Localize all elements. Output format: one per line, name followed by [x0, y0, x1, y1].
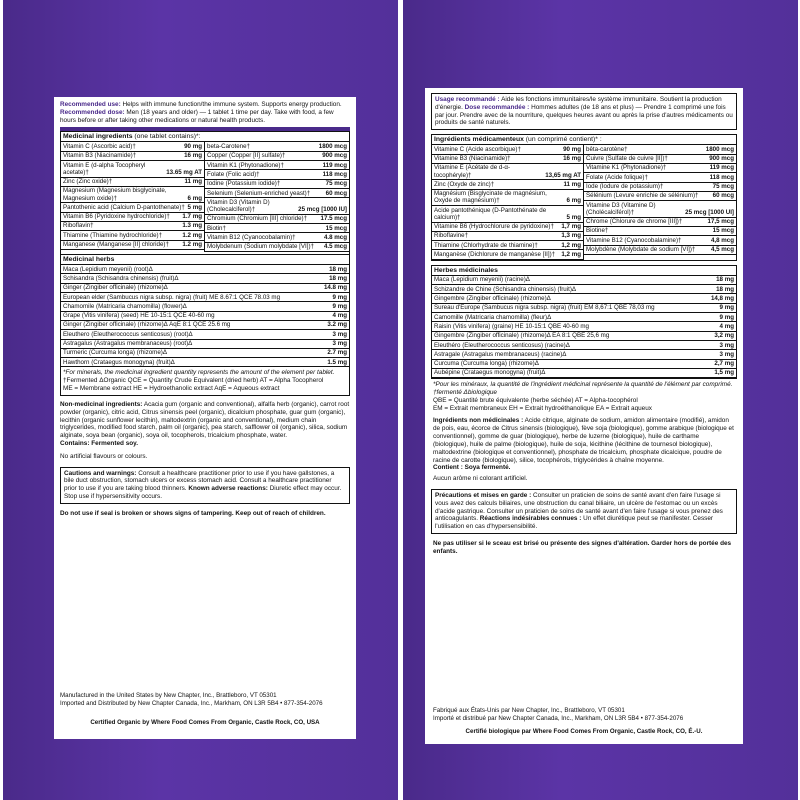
ingredient-row-amount: 1.2 mg [182, 241, 202, 249]
ingredient-row [205, 189, 349, 198]
ingredient-row-name: Chrome (Chlorure de chrome [III])† [586, 218, 683, 226]
ingredient-row-amount: 118 mcg [322, 170, 347, 178]
ingredient-row [61, 213, 204, 222]
recommended-dose-text-fr: Hommes adultes (de 18 ans et plus) — Prendre 1 comprimé une fois par jour. Prendre avec de la nourriture, quelques heures avant ou après la prise d'autres médicaments ou produits de santé naturels. [435, 103, 733, 127]
herb-row-amount: 4 mg [719, 322, 734, 330]
ingredient-row [61, 142, 204, 151]
cautions-label-fr: Précautions et mises en garde : [435, 491, 532, 499]
ingredient-row-name: Vitamin B12 (Cyanocobalamin)† [207, 233, 296, 241]
ingredient-row-name: Riboflavine† [434, 232, 469, 240]
herb-row [432, 341, 736, 350]
ingredient-row [584, 192, 736, 201]
ingredient-row-amount: 900 mcg [322, 152, 347, 160]
ingredient-row-amount: 13,65 mg AT [545, 171, 581, 179]
ingredient-row-amount: 75 mcg [712, 183, 734, 191]
herb-row [61, 312, 349, 321]
herbs-list [61, 265, 349, 367]
recommended-section-fr [431, 93, 737, 130]
herbs-title-fr: Herbes médicinales [432, 266, 736, 276]
herb-row-name: Astragalus (Astragalus membranaceus) (root)Δ [63, 340, 193, 348]
french-label [425, 88, 743, 744]
herb-row [432, 369, 736, 378]
ingredient-row [584, 155, 736, 164]
recommended-use-label: Recommended use: [60, 101, 121, 108]
ingredient-row [584, 173, 736, 182]
ingredient-row-amount: 118 mcg [709, 173, 734, 181]
herb-row-amount: 3 mg [332, 340, 347, 348]
non-med-text: Acacia gum (organic and conventional), alfalfa herb (organic), carrot root powder (organic), citric acid, Citrus sinensis peel (organic), dicalcium phosphate, guar gum (organic), lecithin (organic sunflower lecithin), maltodextrin (organic and conventional), medium chain triglycerides, modified food starch, palm oil (organic), pea starch, safflower oil (organic), silica, sodium alginate, soya bean (organic), soya oil, tocopherols, tricalcium phosphate, water. [60, 400, 350, 440]
ingredient-row-amount: 13.65 mg AT [166, 168, 202, 176]
contains-text: Contains: Fermented soy. [60, 439, 139, 447]
ingredient-row-name: Vitamine B12 (Cyanocobalamine)† [586, 236, 682, 244]
manufactured-line-fr: Fabriqué aux États-Unis par New Chapter, Inc., Brattleboro, VT 05301 [433, 706, 625, 714]
herb-row-amount: 3 mg [719, 341, 734, 349]
recommended-use-label-fr: Usage recommandé : [435, 96, 500, 103]
ingredient-row [432, 155, 583, 164]
herb-row-name: Turmeric (Curcuma longa) (rhizome)Δ [63, 349, 167, 357]
non-med-label: Non-medicinal ingredients: [60, 400, 143, 408]
ingredient-row-amount: 25 mcg [1000 UI] [685, 208, 734, 216]
ingredient-row [205, 224, 349, 233]
cautions-text: Consult a healthcare practitioner prior to use if you have gallstones, a bile duct obstruction, stomach ulcers or excess stomach acid. Consult a healthcare practitioner prior to use if you are taking blood thinners. [64, 469, 335, 493]
ingredient-row [205, 215, 349, 224]
herb-row-name: Gingembre (Zingiber officinale) (rhizome)Δ [434, 294, 551, 302]
ingredient-row-amount: 16 mg [184, 152, 202, 160]
ingredient-row [432, 145, 583, 154]
herb-row-name: Grape (Vitis vinifera) (seed) HE 10-15:1 QCE 40-60 mg [63, 312, 215, 320]
ingredient-row-name: Iode (Iodure de potassium)† [586, 183, 664, 191]
herb-row-name: Astragale (Astragalus membranaceus) (racine)Δ [434, 350, 567, 358]
herb-row [61, 330, 349, 339]
ingredient-row-name: Vitamin C (Ascorbic acid)† [63, 143, 136, 151]
ingredient-row-name: Magnesium (Magnesium bisglycinate, Magnesium oxide)† [63, 187, 167, 202]
herb-row [61, 321, 349, 330]
herb-row [432, 332, 736, 341]
ingredient-row-name: Molybdenum (Sodium molybdate [VI])† [207, 243, 314, 251]
ingredient-row-amount: 4,8 mcg [710, 236, 734, 244]
ingredient-row [61, 241, 204, 250]
ingredient-row-name: Vitamine C (Acide ascorbique)† [434, 145, 521, 153]
recommended-section [54, 97, 356, 124]
ingredient-row-name: Thiamine (Thiamine hydrochloride)† [63, 231, 163, 239]
ingredient-row-name: Riboflavin† [63, 222, 94, 230]
ingredient-row [432, 232, 583, 241]
ingredient-row-amount: 11 mg [184, 178, 202, 186]
ingredient-row [61, 187, 204, 203]
ingredient-row-amount: 16 mg [563, 155, 581, 163]
ingredient-row-amount: 4.5 mcg [323, 243, 347, 251]
certified-line-fr: Certifié biologique par Where Food Comes From Organic, Castle Rock, CO, É.-U. [465, 727, 703, 735]
ingredient-row-name: Chromium (Chromium [III] chloride)† [207, 215, 308, 223]
herb-row-name: European elder (Sambucus nigra subsp. nigra) (fruit) ME 8.67:1 QCE 78.03 mg [63, 293, 281, 301]
ingredient-row [61, 152, 204, 161]
ingredient-row [584, 145, 736, 154]
herb-row-name: Ginger (Zingiber officinale) (rhizome)Δ [63, 284, 168, 292]
ingredient-row [61, 161, 204, 177]
ingredient-row-name: Biotine† [586, 227, 609, 235]
herb-row-amount: 2.7 mg [327, 349, 347, 357]
herb-row-name: Eleuthéro (Eleutherococcus senticosus) (racine)Δ [434, 341, 570, 349]
herb-row-name: Schisandra (Schisandra chinensis) (fruit)Δ [63, 274, 179, 282]
do-not-use-warning: Do not use if seal is broken or shows signs of tampering. Keep out of reach of children. [60, 509, 326, 517]
ingredient-row-name: Pantothenic acid (Calcium D-pantothenate)† [63, 203, 185, 211]
ingredient-column-1-fr [432, 145, 584, 260]
herb-row [61, 265, 349, 274]
herb-row-name: Maca (Lepidium meyenii) (root)Δ [63, 265, 153, 273]
ingredient-row-amount: 75 mcg [325, 180, 347, 188]
ingredient-row-amount: 1800 mcg [705, 145, 734, 153]
ingredient-row [205, 152, 349, 161]
ingredient-row [61, 222, 204, 231]
non-medicinal-section [54, 396, 356, 461]
imported-line: Imported and Distributed by New Chapter Canada, Inc., Markham, ON L3R 5B4 • 877-354-2076 [60, 700, 323, 708]
footnotes-fr [425, 379, 743, 414]
herb-row [61, 293, 349, 302]
ingredient-row [205, 180, 349, 189]
non-medicinal-section-fr [425, 414, 743, 483]
herb-row [432, 350, 736, 359]
ingredient-grid [61, 141, 349, 252]
ingredient-row [205, 161, 349, 170]
ingredient-row [584, 236, 736, 245]
ingredient-row [61, 231, 204, 240]
adverse-label-fr: Réactions indésirables connues : [479, 515, 582, 523]
ingredient-row [61, 203, 204, 212]
herb-row-name: Hawthorn (Crataegus monogyna) (fruit)Δ [63, 358, 175, 366]
med-ing-title-fr: Ingrédients médicamenteux (un comprimé contient)* : [434, 136, 602, 144]
herb-row-name: Camomille (Matricaria chamomilla) (fleur)Δ [434, 313, 552, 321]
herb-row [432, 313, 736, 322]
herb-row-name: Ginger (Zingiber officinale) (rhizome)Δ AqE 8:1 QCE 25.6 mg [63, 321, 231, 329]
ingredient-row [584, 183, 736, 192]
ingredient-row-amount: 6 mg [566, 197, 581, 205]
ingredient-row-name: Manganèse (Dichlorure de manganèse [II])† [434, 251, 556, 259]
ingredient-row [432, 223, 583, 232]
ingredient-row-amount: 60 mcg [712, 192, 734, 200]
herb-row-amount: 9 mg [719, 304, 734, 312]
ingredient-row-name: Vitamine B3 (Niacinamide)† [434, 155, 511, 163]
ingredient-row-amount: 11 mg [563, 180, 581, 188]
ingredient-row [432, 206, 583, 222]
herb-row-name: Sureau d'Europe (Sambucus nigra subsp. nigra) (fruit) EM 8,67:1 QBE 78,03 mg [434, 304, 655, 312]
imported-line-fr: Importé et distribué par New Chapter Canada, Inc., Markham, ON L3R 5B4 • 877-354-2076 [433, 715, 684, 723]
ingredient-row-name: Vitamine E (Acétate de d-α-tocophéryle)† [434, 164, 511, 179]
herb-row-amount: 3 mg [719, 350, 734, 358]
ingredient-row-name: Copper (Copper [II] sulfate)† [207, 152, 286, 160]
herb-row [432, 285, 736, 294]
ingredient-row-amount: 1.3 mg [182, 222, 202, 230]
ingredient-row-name: Vitamin E (d-alpha Tocopheryl acetate)† [63, 161, 146, 176]
non-med-label-fr: Ingrédients non médicinales : [433, 417, 524, 425]
contains-text-fr: Contient : Soya fermenté. [433, 464, 511, 472]
ingredient-row-amount: 1,7 mg [561, 223, 581, 231]
med-ing-title: Medicinal ingredients (one tablet contains)*: [63, 133, 201, 141]
herb-row [432, 360, 736, 369]
ingredient-row [205, 233, 349, 242]
herb-row-amount: 2,7 mg [714, 360, 734, 368]
do-not-use-warning-fr: Ne pas utiliser si le sceau est brisé ou présente des signes d'altération. Garder hors de portée des enfants. [433, 540, 732, 555]
recommended-use-text-fr: Aide les fonctions immunitaires/le système immunitaire. Soutient la production d'énergie. [435, 96, 722, 111]
ingredient-row-name: Acide pantothénique (D-Pantothénate de calcium)† [434, 206, 547, 221]
herb-row-name: Chamomile (Matricaria chamomilla) (flower)Δ [63, 302, 187, 310]
ingredient-row-amount: 1,2 mg [561, 241, 581, 249]
cautions-box-fr [431, 489, 737, 534]
ingredient-row [61, 178, 204, 187]
ingredient-grid-fr [432, 144, 736, 260]
ingredient-row-amount: 119 mcg [322, 161, 347, 169]
adverse-text-fr: Un effet diurétique peut se manifester. Cesser l'utilisation en cas d'hypersensibilité. [435, 515, 714, 531]
footnote-2: †Fermented ΔOrganic QCE = Quantity Crude Equivalent (dried herb) AT = Alpha Tocopherol [63, 377, 324, 385]
footnote-1-fr: *Pour les minéraux, la quantité de l'ingrédient médicinal représente la quantité de l'élément par comprimé. †fermenté Δbiologique [433, 381, 733, 396]
ingredient-column-1 [61, 142, 205, 252]
ingredient-row-amount: 17,5 mcg [707, 218, 734, 226]
ingredient-row-amount: 17.5 mcg [320, 215, 347, 223]
footnote-3-fr: EM = Extrait membraneux EH = Extrait hydroéthanolique EA = Extrait aqueux [433, 404, 652, 412]
ingredient-row-amount: 4,5 mcg [710, 246, 734, 254]
ingredient-row [432, 250, 583, 259]
ingredient-row [205, 142, 349, 151]
ingredient-row-name: Vitamin K1 (Phytonadione)† [207, 161, 284, 169]
no-artificial-text-fr: Aucun arôme ni colorant artificiel. [433, 475, 528, 483]
herb-row-amount: 4 mg [332, 312, 347, 320]
herb-row-amount: 9 mg [719, 313, 734, 321]
ingredient-row-amount: 119 mcg [709, 164, 734, 172]
ingredient-row [584, 164, 736, 173]
footnote-2-fr: QBE = Quantité brute équivalente (herbe séchée) AT = Alpha-tocophérol [433, 396, 638, 404]
ingredient-row-amount: 5 mg [566, 213, 581, 221]
herb-row-amount: 9 mg [332, 293, 347, 301]
herb-row-amount: 1,5 mg [714, 369, 734, 377]
ingredient-row [432, 241, 583, 250]
medicinal-ingredients-table-fr [431, 134, 737, 261]
non-med-text-fr: Acide citrique, alginate de sodium, amidon alimentaire (modifié), amidon de pois, eau, écorce de Citrus sinensis (biologique), fève soja (biologique), gomme arabique (biologique et conventionnel), gomme de guar (biologique), herbe de luzerne (biologique), huile de carthame (biologique), huile de palme (biologique), huile de soja, lécithine (lécithine de tournesol biologique), maltodextrine (biologique et conventionnel), phosphate de tricalcium, phosphate dicalcique, poudre de racine de carotte (biologique), silice, tocophérols, triglycérides à chaîne moyenne. [433, 417, 734, 464]
ingredient-column-2 [205, 142, 349, 252]
footnote-3: ME = Membrane extract HE = Hydroethanolic extract AqE = Aqueous extract [63, 385, 280, 393]
ingredient-row-amount: 900 mcg [709, 155, 734, 163]
ingredient-row-name: Thiamine (Chlorhydrate de thiamine)† [434, 241, 538, 249]
herb-row [432, 294, 736, 303]
ingredient-row-amount: 5 mg [187, 203, 202, 211]
ingredient-row-amount: 1,2 mg [561, 251, 581, 259]
herb-row-amount: 18 mg [329, 274, 347, 282]
herb-row [61, 340, 349, 349]
herb-row [61, 358, 349, 367]
right-label-panel [403, 0, 798, 800]
certified-line: Certified Organic by Where Food Comes From Organic, Castle Rock, CO, USA [90, 718, 320, 726]
ingredient-row [584, 227, 736, 236]
ingredient-row-name: Vitamin B3 (Niacinamide)† [63, 152, 137, 160]
label-footer-fr [433, 707, 735, 736]
left-label-panel [3, 0, 398, 800]
ingredient-row-name: Vitamine B6 (Hydrochlorure de pyridoxine)† [434, 223, 554, 231]
ingredient-row-name: Zinc (Oxyde de zinc)† [434, 180, 495, 188]
ingredient-row-amount: 15 mcg [712, 227, 734, 235]
ingredient-row [205, 243, 349, 252]
herb-row-amount: 9 mg [332, 302, 347, 310]
footnote-1: *For minerals, the medicinal ingredient quantity represents the amount of the element per tablet. [63, 369, 335, 377]
herb-row [61, 274, 349, 283]
recommended-dose-label: Recommended dose: [60, 108, 125, 116]
ingredient-row-amount: 60 mcg [325, 189, 347, 197]
ingredient-row-name: bêta-carotène† [586, 145, 628, 153]
herb-row-name: Eleuthero (Eleutherococcus senticosus) (root)Δ [63, 330, 193, 338]
ingredient-row-name: Vitamin B6 (Pyridoxine hydrochloride)† [63, 213, 170, 221]
no-artificial-text: No artificial flavours or colours. [60, 452, 148, 460]
ingredient-row [584, 218, 736, 227]
ingredient-row-name: Iodine (Potassium iodide)† [207, 180, 281, 188]
recommended-dose-label-fr: Dose recommandée : [464, 103, 530, 111]
manufactured-line: Manufactured in the United States by New Chapter, Inc., Brattleboro, VT 05301 [60, 691, 277, 699]
ingredient-row-amount: 15 mcg [325, 224, 347, 232]
ingredient-row-amount: 90 mg [563, 145, 581, 153]
herb-row-amount: 14.8 mg [323, 284, 347, 292]
ingredient-row-name: Cuivre (Sulfate de cuivre [II])† [586, 155, 668, 163]
ingredient-row [205, 170, 349, 179]
medicinal-ingredients-table [60, 131, 350, 395]
ingredient-row [432, 180, 583, 189]
ingredient-row [205, 198, 349, 214]
ingredient-row-amount: 1.7 mg [182, 213, 202, 221]
ingredient-row-name: Folate (Folic acid)† [207, 170, 260, 178]
adverse-text: Diuretic effect may occur. Stop use if hypersensitivity occurs. [64, 485, 342, 500]
ingredient-row-name: Biotin† [207, 224, 226, 232]
footnotes [61, 367, 349, 394]
ingredient-column-2-fr [584, 145, 736, 260]
herb-row-name: Gingembre (Zingiber officinale) (rhizome)Δ EA 8:1 QBE 25,6 mg [434, 332, 610, 340]
ingredient-row-name: Vitamine K1 (Phytonadione)† [586, 164, 667, 172]
herb-row-name: Curcuma (Curcuma longa) (rhizome)Δ [434, 360, 539, 368]
herb-row [61, 284, 349, 293]
ingredient-row-name: beta-Carotene† [207, 143, 250, 151]
herbs-table-fr [431, 265, 737, 379]
recommended-use-text: Helps with immune function/the immune system. Supports energy production. [122, 101, 342, 108]
herb-row-name: Maca (Lepidium meyenii) (racine)Δ [434, 276, 530, 284]
cautions-box [60, 467, 350, 504]
herbs-list-fr [432, 276, 736, 378]
label-footer [60, 692, 350, 727]
herb-row [61, 302, 349, 311]
ingredient-row-name: Magnésium (Bisglycinate de magnésium, Oxyde de magnésium)† [434, 190, 547, 205]
herb-row-name: Aubépine (Crataegus monogyna) (fruit)Δ [434, 369, 546, 377]
ingredient-row-amount: 1800 mcg [318, 143, 347, 151]
herb-row-amount: 18 mg [716, 285, 734, 293]
english-label [54, 97, 356, 739]
ingredient-row-name: Selenium (Selenium-enriched yeast)† [207, 189, 311, 197]
ingredient-row [584, 246, 736, 255]
cautions-label: Cautions and warnings: [64, 469, 137, 477]
ingredient-row [432, 164, 583, 180]
herb-row-name: Schizandre de Chine (Schisandra chinensis) (fruit)Δ [434, 285, 577, 293]
herb-row [432, 322, 736, 331]
ingredient-row-amount: 1,3 mg [561, 232, 581, 240]
ingredient-row-name: Vitamine D3 (Vitamine D) (Cholécalciférol)† [586, 201, 656, 216]
herb-row-amount: 1.5 mg [327, 358, 347, 366]
ingredient-row-amount: 1.2 mg [182, 231, 202, 239]
herb-row-amount: 14,8 mg [710, 294, 734, 302]
ingredient-row-name: Sélénium (Levure enrichie de sélénium)† [586, 192, 699, 200]
ingredient-row-name: Vitamin D3 (Vitamin D) (Cholecalciferol)† [207, 198, 270, 214]
herb-row-amount: 18 mg [716, 276, 734, 284]
ingredient-row [584, 201, 736, 217]
ingredient-row-name: Manganese (Manganese [II] chloride)† [63, 241, 169, 249]
ingredient-row [432, 190, 583, 206]
ingredient-row-name: Molybdène (Molybdate de sodium [VI])† [586, 246, 696, 254]
ingredient-row-amount: 6 mg [187, 194, 202, 202]
herb-row [432, 304, 736, 313]
herb-row [432, 276, 736, 285]
herb-row-amount: 18 mg [329, 265, 347, 273]
herb-row-name: Raisin (Vitis vinifera) (graine) HE 10-15:1 QBE 40-60 mg [434, 322, 589, 330]
ingredient-row-amount: 25 mcg [1000 IU] [298, 206, 347, 214]
herb-row-amount: 3.2 mg [327, 321, 347, 329]
ingredient-row-name: Folate (Acide folique)† [586, 173, 648, 181]
herb-row [61, 349, 349, 358]
adverse-label: Known adverse reactions: [188, 485, 268, 493]
herb-row-amount: 3,2 mg [714, 332, 734, 340]
cautions-text-fr: Consulter un praticien de soins de santé avant d'en faire l'usage si vous avez des calculs biliaires, une obstruction du canal biliaire, un ulcère de l'estomac ou un excès d'acide gastrique. Consulter un praticien de soins de santé avant d'en faire l'usage si vous prenez des anticoagulants. [435, 491, 723, 523]
herbs-title: Medicinal herbs [61, 254, 349, 265]
ingredient-row-amount: 4.8 mcg [323, 233, 347, 241]
herb-row-amount: 3 mg [332, 330, 347, 338]
ingredient-row-amount: 90 mg [184, 143, 202, 151]
ingredient-row-name: Zinc (Zinc oxide)† [63, 178, 113, 186]
recommended-dose-text: Men (18 years and older) — 1 tablet 1 time per day. Take with food, a few hours before or after taking other medications or natural health products. [60, 108, 334, 124]
